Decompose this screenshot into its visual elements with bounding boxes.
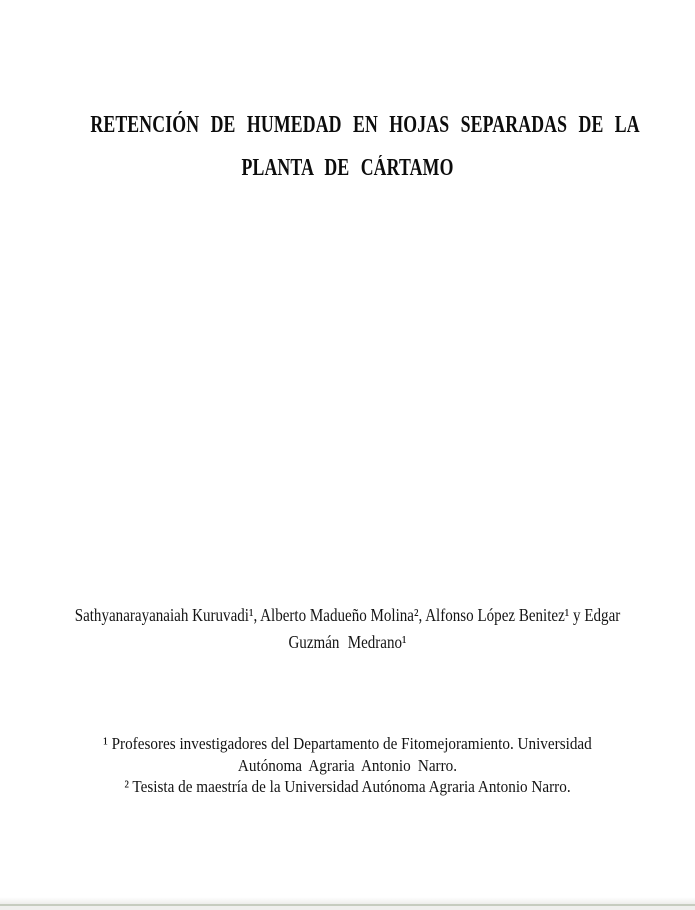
paper-title-line-1: RETENCIÓN DE HUMEDAD EN HOJAS SEPARADAS DE LA <box>90 112 640 138</box>
authors-line-1: Sathyanarayanaiah Kuruvadi¹, Alberto Madueño Molina², Alfonso López Benitez¹ y Edgar <box>74 605 621 625</box>
next-page-gap <box>0 906 695 910</box>
authors-line-2: Guzmán Medrano¹ <box>288 632 407 652</box>
page-bottom-edge <box>0 897 695 910</box>
authors-block <box>0 602 695 656</box>
footnote-1-line-2: Autónoma Agraria Antonio Narro. <box>237 755 458 775</box>
page-edge-shadow <box>0 897 695 904</box>
footnotes-block <box>0 733 695 798</box>
footnote-2: ² Tesista de maestría de la Universidad Autónoma Agraria Antonio Narro. <box>124 777 571 796</box>
footnote-1-line-1: ¹ Profesores investigadores del Departamento de Fitomejoramiento. Universidad <box>103 734 592 753</box>
paper-title-line-2: PLANTA DE CÁRTAMO <box>241 155 454 181</box>
paper-title <box>0 104 695 190</box>
